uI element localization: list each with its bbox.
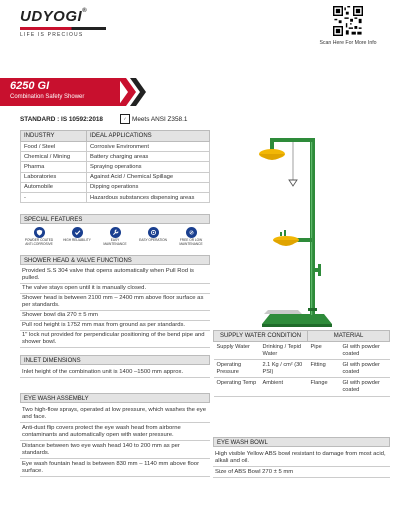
shower-head-line: Provided S.S 304 valve that opens automatically when Pull Rod is pulled.	[20, 267, 210, 284]
shower-head-line: Pull rod height is 1752 mm max from ground as per standards.	[20, 321, 210, 331]
eye-wash-line: Two high-flow sprays, operated at low pressure, which washes the eye and face.	[20, 406, 210, 423]
inlet-line: Inlet height of the combination unit is 1400 –1500 mm approx.	[20, 368, 210, 378]
industry-table	[20, 130, 210, 203]
feature-item	[138, 227, 168, 249]
application-cell: Dipping operations	[87, 182, 210, 192]
product-model: 6250 GI	[10, 80, 50, 92]
feature-label: FREE OR LOW MAINTENANCE	[179, 238, 203, 246]
industry-cell: Food / Steel	[21, 142, 87, 152]
base-plate	[262, 314, 332, 324]
special-features-heading: SPECIAL FEATURES	[20, 214, 210, 224]
foot-pedal	[264, 310, 302, 314]
material-header: MATERIAL	[308, 331, 390, 342]
brand-name: UDYOGI	[20, 8, 83, 25]
ansi-badge-icon: ✓	[120, 114, 130, 124]
eye-wash-heading: EYE WASH ASSEMBLY	[20, 393, 210, 403]
industry-cell: Chemical / Mining	[21, 152, 87, 162]
application-cell: Battery charging areas	[87, 152, 210, 162]
supply-header: SUPPLY WATER CONDITION	[214, 331, 308, 342]
application-cell: Hazardous substances dispensing areas	[87, 192, 210, 202]
eye-wash-line: Eye wash fountain head is between 830 mm – 1140 mm above floor surface.	[20, 460, 210, 477]
supply-label: Operating Pressure	[214, 360, 260, 378]
wrench-icon	[110, 227, 121, 238]
feature-item	[62, 227, 92, 249]
supply-value: 2.1 Kg / cm² (30 PSI)	[260, 360, 308, 378]
material-part: Fitting	[308, 360, 340, 378]
top-arm	[270, 138, 315, 142]
applications-header: IDEAL APPLICATIONS	[87, 131, 210, 142]
logo-underline	[20, 27, 106, 30]
industry-cell: Automobile	[21, 182, 87, 192]
application-cell: Spraying operations	[87, 162, 210, 172]
supply-label: Supply Water	[214, 342, 260, 360]
industry-cell: Pharma	[21, 162, 87, 172]
feature-item	[100, 227, 130, 249]
table-row	[21, 182, 210, 192]
industry-cell: -	[21, 192, 87, 202]
brand-logo	[20, 8, 120, 46]
reliability-icon	[72, 227, 83, 238]
application-cell: Corrosive Environment	[87, 142, 210, 152]
material-part: Flange	[308, 378, 340, 396]
safety-shower-illustration	[248, 128, 348, 328]
feature-label: HIGH RELIABILITY	[63, 238, 91, 242]
gear-icon	[186, 227, 197, 238]
banner-chevron-dark-icon	[130, 78, 150, 106]
eye-wash-line: Anti-dust flip covers protect the eye wash head from airborne contaminants and automatically open with water pressure.	[20, 424, 210, 441]
brand-tagline: LIFE IS PRECIOUS	[20, 32, 84, 38]
eye-wash-bowl-line: High visible Yellow ABS bowl resistant to damage from most acid, alkali and oil.	[213, 450, 390, 467]
industry-cell: Laboratories	[21, 172, 87, 182]
qr-code-icon[interactable]	[333, 6, 363, 36]
shower-head-line: Shower bowl dia 270 ± 5 mm	[20, 311, 210, 321]
shower-head-line: Shower head is between 2100 mm – 2400 mm above floor surface as per standards.	[20, 294, 210, 311]
eye-wash-bowl-heading: EYE WASH BOWL	[213, 437, 390, 447]
table-row	[21, 162, 210, 172]
supply-label: Operating Temp	[214, 378, 260, 396]
material-value: GI with powder coated	[340, 360, 390, 378]
feature-label: POWDER COATED ANTI-CORROSIVE	[24, 238, 54, 246]
table-row	[214, 378, 390, 396]
shield-icon	[34, 227, 45, 238]
special-features-list	[20, 227, 210, 249]
supply-value: Ambient	[260, 378, 308, 396]
table-row	[21, 142, 210, 152]
eye-wash-line: Distance between two eye wash head 140 to 200 mm as per standards.	[20, 442, 210, 459]
feature-item	[176, 227, 206, 249]
inlet-heading: INLET DIMENSIONS	[20, 355, 210, 365]
qr-caption: Scan Here For More Info	[319, 40, 377, 46]
application-cell: Against Acid / Chemical Spillage	[87, 172, 210, 182]
supply-material-table	[213, 330, 390, 397]
vertical-pipe	[310, 140, 315, 315]
feature-label: EASY OPERATION	[139, 238, 167, 242]
hand-icon	[148, 227, 159, 238]
feature-item	[24, 227, 54, 249]
shower-head-line: 1" lock nut provided for perpendicular positioning of the bend pipe and shower bowl.	[20, 331, 210, 348]
material-part: Pipe	[308, 342, 340, 360]
table-row	[214, 360, 390, 378]
industry-header: INDUSTRY	[21, 131, 87, 142]
table-row	[21, 192, 210, 202]
registered-mark: ®	[82, 8, 88, 14]
table-row	[21, 152, 210, 162]
shower-head-line: The valve stays open until it is manually closed.	[20, 284, 210, 294]
supply-value: Drinking / Tepid Water	[260, 342, 308, 360]
eye-wash-bowl-line: Size of ABS Bowl 270 ± 5 mm	[213, 468, 390, 478]
table-row	[21, 172, 210, 182]
ansi-label: Meets ANSI Z358.1	[132, 116, 188, 123]
pull-triangle	[289, 180, 297, 186]
table-row	[214, 342, 390, 360]
product-subtitle: Combination Safety Shower	[10, 94, 85, 100]
standard-label: STANDARD : IS 10592:2018	[20, 116, 103, 123]
feature-label: EASY MAINTENANCE	[103, 238, 127, 246]
shower-head-heading: SHOWER HEAD & VALVE FUNCTIONS	[20, 255, 210, 265]
material-value: GI with powder coated	[340, 342, 390, 360]
material-value: GI with powder coated	[340, 378, 390, 396]
